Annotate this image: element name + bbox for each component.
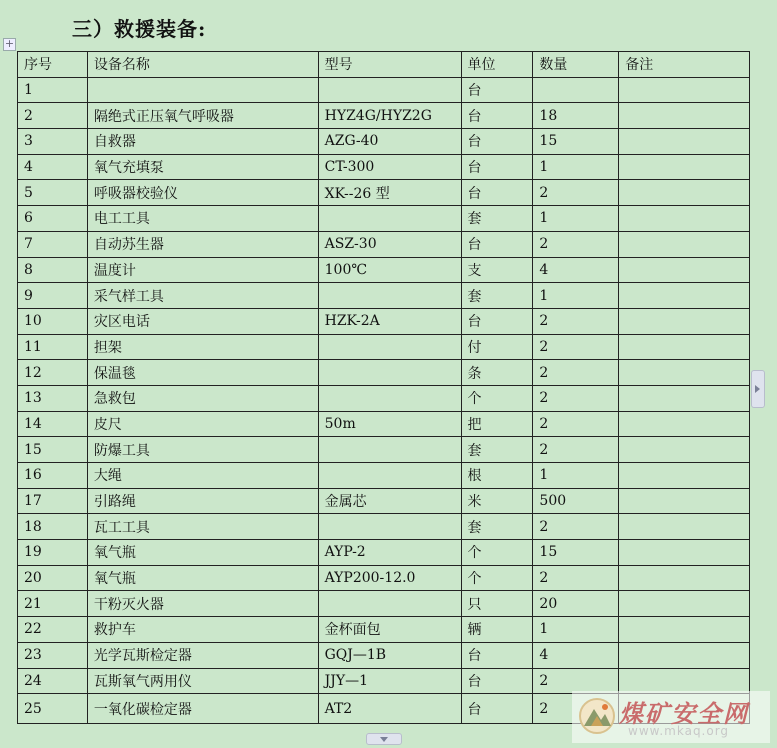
cell-index: 19	[18, 540, 88, 566]
cell-remarks	[619, 540, 750, 566]
header-model: 型号	[318, 52, 461, 78]
table-header-row	[18, 52, 750, 78]
cell-remarks	[619, 514, 750, 540]
cell-unit: 套	[461, 283, 533, 309]
cell-equipment-name: 干粉灭火器	[87, 591, 318, 617]
cell-remarks	[619, 385, 750, 411]
cell-model: 50m	[318, 411, 461, 437]
cell-remarks	[619, 180, 750, 206]
table-move-icon[interactable]: +	[4, 37, 15, 50]
cell-remarks	[619, 591, 750, 617]
cell-unit: 根	[461, 463, 533, 489]
cell-model	[318, 514, 461, 540]
table-row	[18, 77, 750, 103]
cell-remarks	[619, 565, 750, 591]
cell-quantity: 4	[533, 257, 619, 283]
cell-equipment-name: 氧气瓶	[87, 540, 318, 566]
cell-model	[318, 283, 461, 309]
cell-quantity: 2	[533, 437, 619, 463]
watermark-url: www.mkaq.org	[628, 724, 730, 738]
cell-quantity: 2	[533, 565, 619, 591]
cell-unit: 台	[461, 103, 533, 129]
cell-index: 4	[18, 154, 88, 180]
cell-quantity: 18	[533, 103, 619, 129]
cell-quantity: 1	[533, 463, 619, 489]
table-row	[18, 308, 750, 334]
cell-unit: 条	[461, 360, 533, 386]
cell-equipment-name: 皮尺	[87, 411, 318, 437]
cell-quantity: 2	[533, 411, 619, 437]
table-row	[18, 180, 750, 206]
table-row	[18, 411, 750, 437]
cell-model: 金属芯	[318, 488, 461, 514]
cell-index: 21	[18, 591, 88, 617]
cell-equipment-name: 电工工具	[87, 206, 318, 232]
table-row	[18, 257, 750, 283]
cell-equipment-name: 光学瓦斯检定器	[87, 642, 318, 668]
table-row	[18, 231, 750, 257]
cell-equipment-name: 瓦工工具	[87, 514, 318, 540]
cell-equipment-name: 一氧化碳检定器	[87, 694, 318, 724]
header-remarks: 备注	[619, 52, 750, 78]
header-quantity: 数量	[533, 52, 619, 78]
cell-index: 15	[18, 437, 88, 463]
cell-unit: 套	[461, 437, 533, 463]
section-heading: 三）救援装备:	[72, 17, 207, 41]
cell-equipment-name: 引路绳	[87, 488, 318, 514]
cell-remarks	[619, 411, 750, 437]
cell-model: GQJ—1B	[318, 642, 461, 668]
table-row	[18, 334, 750, 360]
table-row	[18, 565, 750, 591]
cell-index: 17	[18, 488, 88, 514]
cell-model	[318, 591, 461, 617]
cell-model	[318, 360, 461, 386]
cell-index: 6	[18, 206, 88, 232]
cell-equipment-name: 隔绝式正压氧气呼吸器	[87, 103, 318, 129]
cell-model: AT2	[318, 694, 461, 724]
cell-unit: 台	[461, 129, 533, 155]
cell-equipment-name: 急救包	[87, 385, 318, 411]
equipment-table	[17, 51, 750, 724]
cell-unit: 个	[461, 540, 533, 566]
cell-index: 18	[18, 514, 88, 540]
cell-quantity: 15	[533, 540, 619, 566]
cell-quantity: 1	[533, 283, 619, 309]
header-unit: 单位	[461, 52, 533, 78]
cell-index: 7	[18, 231, 88, 257]
cell-unit: 只	[461, 591, 533, 617]
cell-equipment-name: 救护车	[87, 617, 318, 643]
cell-quantity: 500	[533, 488, 619, 514]
cell-unit: 支	[461, 257, 533, 283]
cell-index: 23	[18, 642, 88, 668]
cell-quantity: 2	[533, 334, 619, 360]
cell-index: 5	[18, 180, 88, 206]
cell-index: 9	[18, 283, 88, 309]
cell-model: AYP200-12.0	[318, 565, 461, 591]
header-equipment-name: 设备名称	[87, 52, 318, 78]
bottom-scroll-tab-icon[interactable]	[366, 733, 402, 745]
cell-equipment-name: 自救器	[87, 129, 318, 155]
cell-model	[318, 77, 461, 103]
cell-remarks	[619, 154, 750, 180]
cell-model	[318, 463, 461, 489]
table-row	[18, 540, 750, 566]
cell-equipment-name	[87, 77, 318, 103]
cell-model: 100℃	[318, 257, 461, 283]
cell-quantity: 2	[533, 668, 619, 694]
table-row	[18, 617, 750, 643]
cell-remarks	[619, 206, 750, 232]
header-index: 序号	[18, 52, 88, 78]
cell-equipment-name: 氧气瓶	[87, 565, 318, 591]
cell-index: 16	[18, 463, 88, 489]
cell-equipment-name: 保温毯	[87, 360, 318, 386]
cell-unit: 台	[461, 180, 533, 206]
cell-index: 25	[18, 694, 88, 724]
cell-model: HZK-2A	[318, 308, 461, 334]
cell-model: HYZ4G/HYZ2G	[318, 103, 461, 129]
cell-index: 13	[18, 385, 88, 411]
cell-model	[318, 437, 461, 463]
cell-index: 20	[18, 565, 88, 591]
cell-quantity: 1	[533, 154, 619, 180]
cell-remarks	[619, 283, 750, 309]
cell-quantity: 2	[533, 308, 619, 334]
cell-remarks	[619, 617, 750, 643]
cell-remarks	[619, 257, 750, 283]
cell-model	[318, 385, 461, 411]
cell-remarks	[619, 463, 750, 489]
table-row	[18, 206, 750, 232]
cell-model: AZG-40	[318, 129, 461, 155]
cell-remarks	[619, 129, 750, 155]
table-row	[18, 283, 750, 309]
cell-unit: 把	[461, 411, 533, 437]
cell-unit: 台	[461, 154, 533, 180]
cell-index: 1	[18, 77, 88, 103]
cell-remarks	[619, 488, 750, 514]
cell-model: ASZ-30	[318, 231, 461, 257]
table-row	[18, 385, 750, 411]
cell-quantity: 2	[533, 514, 619, 540]
cell-remarks	[619, 103, 750, 129]
cell-model: CT-300	[318, 154, 461, 180]
watermark-logo-icon	[578, 696, 616, 736]
cell-unit: 台	[461, 694, 533, 724]
cell-quantity	[533, 77, 619, 103]
table-row	[18, 463, 750, 489]
cell-unit: 台	[461, 642, 533, 668]
cell-model	[318, 206, 461, 232]
cell-index: 12	[18, 360, 88, 386]
table-row	[18, 642, 750, 668]
watermark-title: 煤矿安全网	[619, 699, 749, 728]
table-row	[18, 488, 750, 514]
cell-equipment-name: 瓦斯氧气两用仪	[87, 668, 318, 694]
site-watermark	[572, 691, 770, 743]
cell-remarks	[619, 437, 750, 463]
cell-quantity: 2	[533, 385, 619, 411]
cell-quantity: 15	[533, 129, 619, 155]
cell-quantity: 1	[533, 617, 619, 643]
cell-index: 24	[18, 668, 88, 694]
table-row	[18, 437, 750, 463]
cell-model: 金杯面包	[318, 617, 461, 643]
cell-quantity: 1	[533, 206, 619, 232]
cell-model: XK--26 型	[318, 180, 461, 206]
cell-remarks	[619, 231, 750, 257]
cell-model: JJY—1	[318, 668, 461, 694]
cell-model: AYP-2	[318, 540, 461, 566]
cell-unit: 台	[461, 668, 533, 694]
cell-unit: 个	[461, 565, 533, 591]
table-row	[18, 514, 750, 540]
table-row	[18, 103, 750, 129]
table-row	[18, 129, 750, 155]
cell-quantity: 2	[533, 694, 619, 724]
cell-remarks	[619, 642, 750, 668]
cell-remarks	[619, 308, 750, 334]
cell-unit: 台	[461, 308, 533, 334]
table-row	[18, 360, 750, 386]
cell-index: 11	[18, 334, 88, 360]
cell-equipment-name: 氧气充填泵	[87, 154, 318, 180]
cell-unit: 米	[461, 488, 533, 514]
cell-index: 10	[18, 308, 88, 334]
side-scroll-tab-icon[interactable]	[751, 370, 765, 408]
cell-index: 3	[18, 129, 88, 155]
cell-unit: 套	[461, 206, 533, 232]
cell-quantity: 2	[533, 360, 619, 386]
cell-unit: 台	[461, 77, 533, 103]
cell-quantity: 2	[533, 231, 619, 257]
cell-equipment-name: 采气样工具	[87, 283, 318, 309]
cell-equipment-name: 防爆工具	[87, 437, 318, 463]
cell-unit: 套	[461, 514, 533, 540]
cell-quantity: 20	[533, 591, 619, 617]
cell-equipment-name: 温度计	[87, 257, 318, 283]
cell-model	[318, 334, 461, 360]
cell-remarks	[619, 360, 750, 386]
cell-equipment-name: 呼吸器校验仪	[87, 180, 318, 206]
cell-unit: 付	[461, 334, 533, 360]
cell-index: 22	[18, 617, 88, 643]
table-row	[18, 591, 750, 617]
cell-index: 2	[18, 103, 88, 129]
cell-remarks	[619, 668, 750, 694]
cell-quantity: 2	[533, 180, 619, 206]
cell-index: 8	[18, 257, 88, 283]
cell-equipment-name: 灾区电话	[87, 308, 318, 334]
cell-equipment-name: 大绳	[87, 463, 318, 489]
cell-quantity: 4	[533, 642, 619, 668]
cell-unit: 辆	[461, 617, 533, 643]
cell-equipment-name: 自动苏生器	[87, 231, 318, 257]
cell-unit: 个	[461, 385, 533, 411]
cell-index: 14	[18, 411, 88, 437]
cell-remarks	[619, 77, 750, 103]
table-body	[18, 77, 750, 724]
cell-equipment-name: 担架	[87, 334, 318, 360]
cell-remarks	[619, 334, 750, 360]
table-row	[18, 154, 750, 180]
table-row	[18, 668, 750, 694]
cell-unit: 台	[461, 231, 533, 257]
